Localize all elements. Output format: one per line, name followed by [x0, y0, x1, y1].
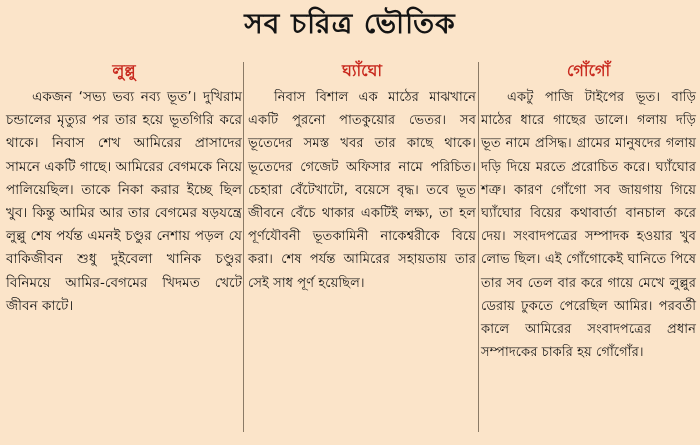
- character-column-lullu: [6, 56, 242, 318]
- character-name-heading: ঘ্যাঁঘো: [341, 61, 383, 80]
- character-description-text: একটু পাজি টাইপের ভূত। বাড়ি মাঠের ধারে গাছের ডালে। গলায় দড়ি ভূত নামে প্রসিদ্ধ। গ্রামের মানুষদের গলায় দড়ি দিয়ে মরতে প্ররোচিত করে। ঘ্যাঁঘোর শত্রু। কারণ গোঁগো সব জায়গায় গিয়ে ঘ্যাঁঘোর বিয়ের কথাবার্তা বানচাল করে দেয়। সংবাদপত্রের সম্পাদক হওয়ার খুব লোভ ছিল। এই গোঁগোকেই ঘানিতে পিষে তার সব তেল বার করে গায়ে মেখে লুল্লুর ডেরায় ঢুকতে পেরেছিল আমির। পরবর্তী কালে আমিরের সংবাদপত্রের প্রধান সম্পাদকের চাকরি হয় গোঁগোঁর।: [481, 90, 696, 361]
- character-description: [248, 86, 476, 295]
- column-divider: [478, 62, 479, 432]
- page-title: সব চরিত্র ভৌতিক: [244, 7, 456, 40]
- column-divider: [243, 62, 244, 432]
- character-description: [481, 86, 696, 364]
- character-description: [6, 86, 242, 318]
- character-column-ghyangho: [248, 56, 476, 295]
- character-name-heading: লুল্লু: [112, 61, 136, 80]
- character-name-heading: গোঁগোঁ: [566, 61, 611, 80]
- character-description-text: একজন ‘সভ্য ভব্য নব্য ভূত’। দুখিরাম চন্ডালের মৃত্যুর পর তার হয়ে ভূতগিরি করে থাকে। নিবাস শেখ আমিরের প্রাসাদের সামনে একটি গাছে। আমিরের বেগমকে নিয়ে পালিয়েছিল। তাকে নিকা করার ইচ্ছে ছিল খুব। কিন্তু আমির আর তার বেগমের ষড়যন্ত্রে লুল্লু শেষ পর্যন্ত এমনই চণ্ডুর নেশায় পড়ল যে বাকিজীবন শুধু দুইবেলা খানিক চণ্ডুর বিনিময়ে আমির-বেগমের খিদমত খেটে জীবন কাটে।: [6, 89, 242, 314]
- character-column-gongon: [481, 56, 696, 364]
- character-description-text: নিবাস বিশাল এক মাঠের মাঝখানে একটি পুরনো পাতকুয়োর ভেতর। সব ভূতেদের সমস্ত খবর তার কাছে থাকে। ভূতেদের গেজেট অফিসার নামে পরিচিত। চেহারা বেঁটেখাটো, বয়েসে বৃদ্ধ। তবে ভূত জীবনে বেঁচে থাকার একটিই লক্ষ্য, তা হল পূর্ণযৌবনী ভূতকামিনী নাকেশ্বরীকে বিয়ে করা। শেষ পর্যন্ত আমিরের সহায়তায় তার সেই সাধ পূর্ণ হয়েছিল।: [248, 90, 476, 291]
